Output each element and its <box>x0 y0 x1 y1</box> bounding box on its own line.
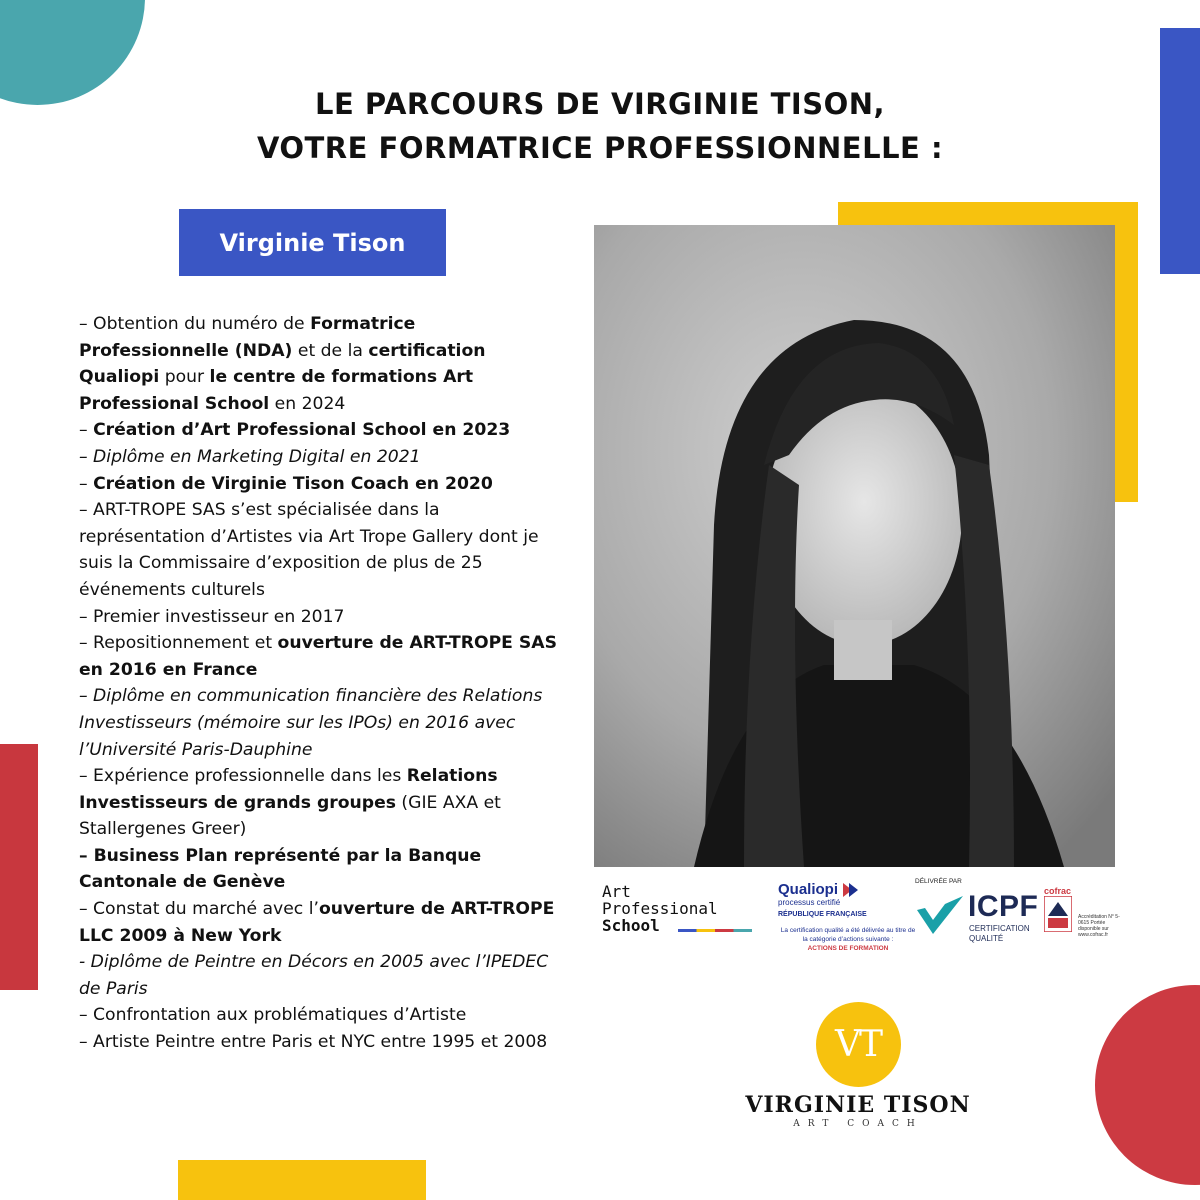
decor-red-circle <box>1095 985 1200 1185</box>
aps-logo: Art Professional School <box>602 882 718 935</box>
name-badge: Virginie Tison <box>179 209 446 276</box>
brand-tagline: ART COACH <box>793 1119 923 1129</box>
title-line-1: LE PARCOURS DE VIRGINIE TISON, <box>314 87 886 121</box>
icpf-logo: DÉLIVRÉE PAR ICPF CERTIFICATION QUALITÉ <box>915 878 1039 943</box>
icpf-check-icon <box>915 894 965 936</box>
bio-item: - Diplôme de Peintre en Décors en 2005 avec l’IPEDEC de Paris <box>79 952 549 999</box>
cofrac-logo: cofrac <box>1044 886 1074 936</box>
portrait-illustration <box>594 225 1115 867</box>
bio-item: – Création d’Art Professional School en 2023 <box>79 420 511 441</box>
bio-item: – Business Plan représenté par la Banque Cantonale de Genève <box>79 845 482 893</box>
decor-red-bar <box>0 744 38 990</box>
decor-yellow-bar <box>178 1160 426 1200</box>
bio-list <box>79 311 559 1056</box>
bio-item: – Obtention du numéro de Formatrice Professionnelle (NDA) et de la certification Qualiopi pour le centre de formations Art Professional School en 2024 <box>79 314 486 414</box>
bio-item: – Expérience professionnelle dans les Relations Investisseurs de grands groupes (GIE AXA et Stallergenes Greer) <box>79 766 501 840</box>
brand-logo <box>738 1002 978 1129</box>
bio-item: – Diplôme en Marketing Digital en 2021 <box>79 446 421 467</box>
aps-underline <box>678 929 752 932</box>
certification-logos: Art Professional School Qualiopi processus certifié RÉPUBLIQUE FRANÇAISE La certification qualité a été délivrée au titre de la catégorie d’actions suivante : ACTIONS DE FORMATION DÉLIVRÉE PAR ICPF CERTIFICATION QUALITÉ cofrac Accréditation N° 5-0615 Portée disponible sur www.cofrac.fr <box>602 878 1120 952</box>
title-line-2: VOTRE FORMATRICE PROFESSIONNELLE : <box>256 131 944 165</box>
bio-item: – Constat du marché avec l’ouverture de ART-TROPE LLC 2009 à New York <box>79 899 555 946</box>
bio-item: – Premier investisseur en 2017 <box>79 606 345 627</box>
monogram-circle: VT <box>816 1002 901 1087</box>
bio-item: – Repositionnement et ouverture de ART-TROPE SAS en 2016 en France <box>79 633 557 680</box>
portrait-photo <box>594 225 1115 867</box>
bio-item: – Confrontation aux problématiques d’Artiste <box>79 1005 467 1026</box>
bio-item: – Diplôme en communication financière des Relations Investisseurs (mémoire sur les IPOs) en 2016 avec l’Université Paris-Dauphine <box>79 686 543 760</box>
page-title <box>0 82 1200 170</box>
qualiopi-note: La certification qualité a été délivrée au titre de la catégorie d’actions suivante : ACTIONS DE FORMATION <box>780 927 916 952</box>
qualiopi-arrow-icon <box>849 883 858 897</box>
bio-item: – ART-TROPE SAS s’est spécialisée dans la représentation d’Artistes via Art Trope Gallery dont je suis la Commissaire d’exposition de plus de 25 événements culturels <box>79 500 539 600</box>
cofrac-seal-icon <box>1044 896 1072 932</box>
brand-name: VIRGINIE TISON <box>745 1092 971 1118</box>
bio-item: – Création de Virginie Tison Coach en 2020 <box>79 473 493 494</box>
bio-item: – Artiste Peintre entre Paris et NYC entre 1995 et 2008 <box>79 1032 548 1053</box>
qualiopi-logo: Qualiopi processus certifié RÉPUBLIQUE FRANÇAISE <box>778 881 867 918</box>
